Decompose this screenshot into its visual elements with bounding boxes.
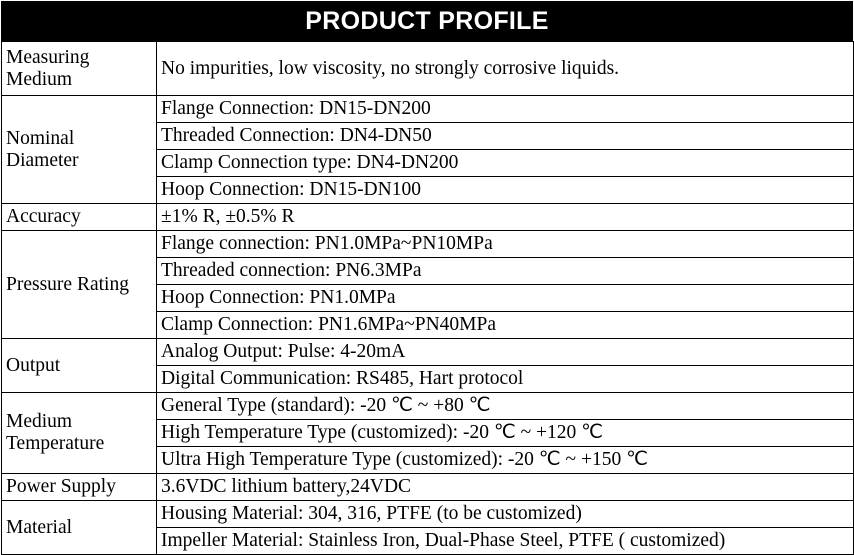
table-row	[2, 231, 854, 258]
row-label-line: Measuring	[6, 46, 90, 68]
row-label-line: Material	[6, 516, 73, 538]
row-value: Housing Material: 304, 316, PTFE (to be customized)	[157, 501, 854, 528]
row-value: Hoop Connection: PN1.0MPa	[157, 285, 854, 312]
table-row	[2, 501, 854, 528]
row-value: Ultra High Temperature Type (customized): -20 ℃ ~ +150 ℃	[157, 447, 854, 474]
table-row	[2, 339, 854, 366]
table-row	[2, 474, 854, 501]
row-label-line: Medium	[6, 411, 73, 432]
row-value: No impurities, low viscosity, no strongly corrosive liquids.	[157, 42, 854, 96]
spec-table-body	[2, 42, 854, 555]
row-label-line: Power Supply	[6, 476, 116, 497]
row-value: Clamp Connection type: DN4-DN200	[157, 150, 854, 177]
row-label	[2, 339, 157, 393]
row-value: Flange Connection: DN15-DN200	[157, 96, 854, 123]
row-label-line: Output	[6, 354, 61, 376]
row-label-line: Pressure Rating	[6, 273, 129, 295]
row-label	[2, 231, 157, 339]
row-value: Threaded Connection: DN4-DN50	[157, 123, 854, 150]
row-label	[2, 96, 157, 204]
row-label-line: Medium	[6, 68, 73, 90]
row-label	[2, 474, 157, 501]
row-label	[2, 393, 157, 474]
row-value: Analog Output: Pulse: 4-20mA	[157, 339, 854, 366]
row-value: Threaded connection: PN6.3MPa	[157, 258, 854, 285]
row-label	[2, 501, 157, 555]
table-row	[2, 204, 854, 231]
row-label-line: Diameter	[6, 149, 79, 171]
product-profile-sheet	[1, 1, 853, 555]
table-row	[2, 42, 854, 96]
row-value: Digital Communication: RS485, Hart protocol	[157, 366, 854, 393]
row-value: High Temperature Type (customized): -20 ℃ ~ +120 ℃	[157, 420, 854, 447]
row-value: ±1% R, ±0.5% R	[157, 204, 854, 231]
row-label-line: Nominal	[6, 127, 75, 149]
spec-table	[1, 41, 854, 555]
row-value: Impeller Material: Stainless Iron, Dual-Phase Steel, PTFE ( customized)	[157, 528, 854, 555]
table-row	[2, 96, 854, 123]
table-row	[2, 393, 854, 420]
row-label-line: Accuracy	[6, 206, 81, 227]
row-value: 3.6VDC lithium battery,24VDC	[157, 474, 854, 501]
row-label	[2, 204, 157, 231]
table-title: PRODUCT PROFILE	[1, 1, 853, 41]
row-label-line: Temperature	[6, 433, 105, 454]
row-value: Flange connection: PN1.0MPa~PN10MPa	[157, 231, 854, 258]
row-value: General Type (standard): -20 ℃ ~ +80 ℃	[157, 393, 854, 420]
row-value: Clamp Connection: PN1.6MPa~PN40MPa	[157, 312, 854, 339]
row-value: Hoop Connection: DN15-DN100	[157, 177, 854, 204]
row-label	[2, 42, 157, 96]
